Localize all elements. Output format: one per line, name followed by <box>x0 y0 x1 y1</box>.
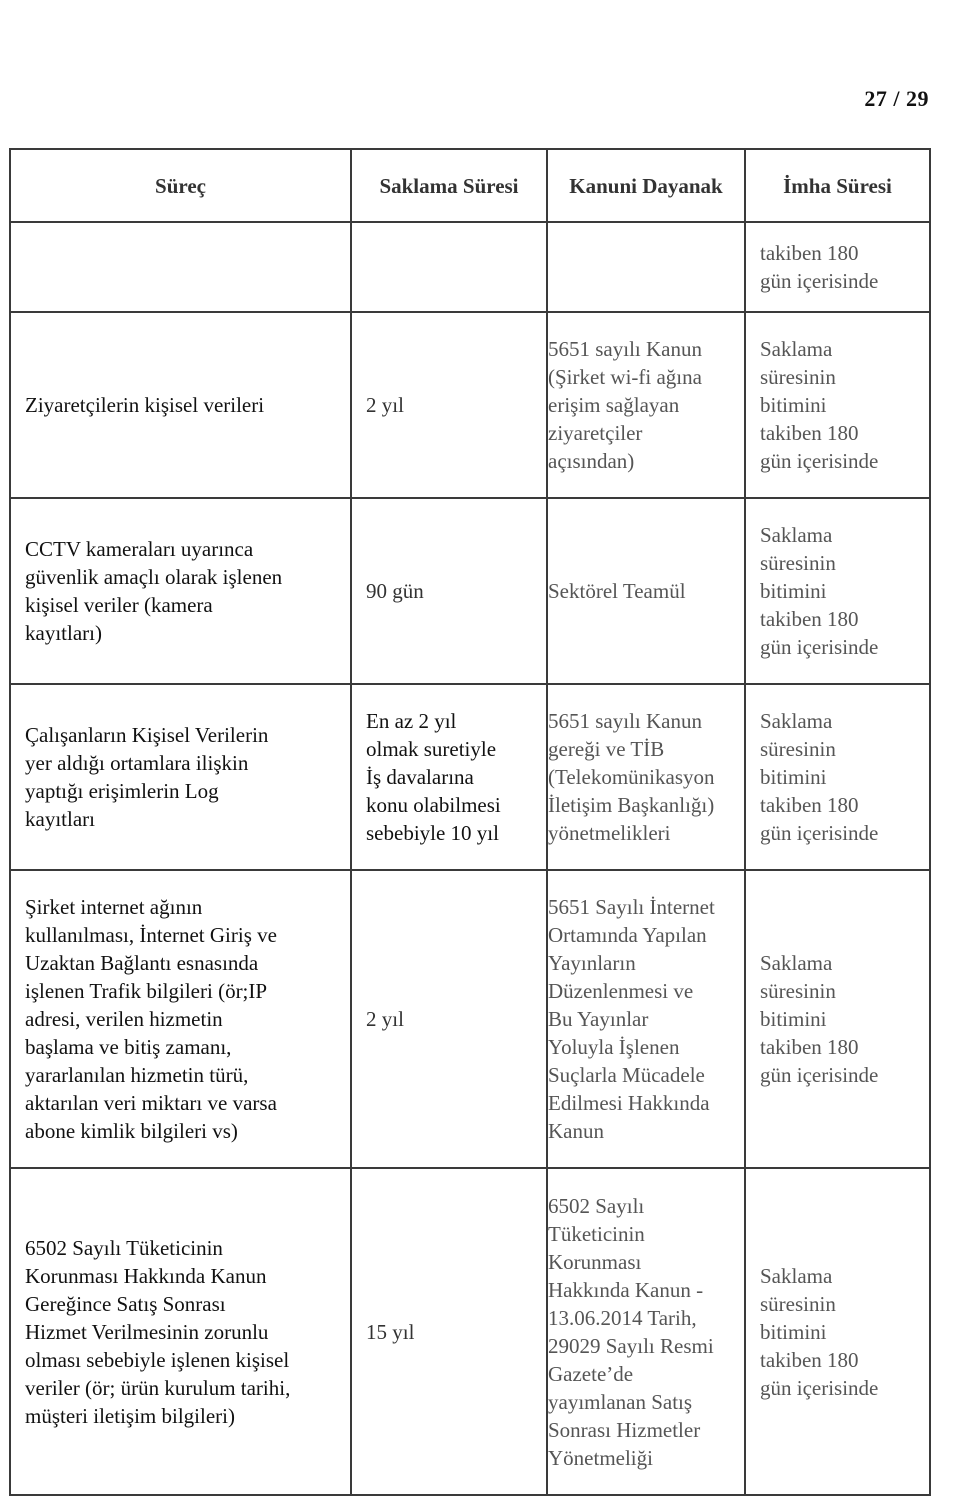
cell-text-line: gün içerisinde <box>760 269 879 293</box>
cell-text-line: bitimini <box>760 765 827 789</box>
disposal-cell <box>745 684 930 870</box>
cell-text-line: Gazete’de <box>548 1361 634 1386</box>
cell-text-line: Ortamında Yapılan <box>548 923 707 947</box>
page-number: 27 / 29 <box>864 86 929 111</box>
cell-text-line: işlenen Trafik bilgileri (ör;IP <box>25 979 268 1003</box>
cell-text-line: Gereğince Satış Sonrası <box>25 1291 226 1316</box>
cell-text-line: 2 yıl <box>366 1007 404 1031</box>
table-row <box>10 684 930 870</box>
legal-basis-cell <box>547 1168 745 1495</box>
cell-text-line: olmak suretiyle <box>366 737 497 761</box>
cell-text-line: Ziyaretçilerin kişisel verileri <box>25 393 265 417</box>
cell-text-line: Sonrası Hizmetler <box>548 1417 701 1442</box>
header-legal-basis: Kanuni Dayanak <box>547 149 745 222</box>
cell-text-line: Bu Yayınlar <box>548 1007 649 1031</box>
cell-text-line: kayıtları <box>25 807 95 831</box>
cell-text-line: bitimini <box>760 1007 827 1031</box>
disposal-cell <box>745 312 930 498</box>
cell-text-line: Saklama <box>760 337 833 361</box>
process-cell <box>10 684 351 870</box>
cell-text-line: erişim sağlayan <box>548 393 680 417</box>
disposal-cell <box>745 1168 930 1495</box>
cell-text-line: takiben 180 <box>760 1035 859 1059</box>
cell-text-line: kullanılması, İnternet Giriş ve <box>25 923 277 947</box>
cell-text-line: Edilmesi Hakkında <box>548 1091 710 1115</box>
cell-text-line: 90 gün <box>366 579 424 603</box>
retention-table <box>9 148 931 1496</box>
legal-basis-cell <box>547 870 745 1168</box>
cell-text-line: Hizmet Verilmesinin zorunlu <box>25 1319 269 1344</box>
table-row <box>10 870 930 1168</box>
cell-text-line: bitimini <box>760 393 827 417</box>
cell-text-line: Saklama <box>760 951 833 975</box>
retention-cell <box>351 312 547 498</box>
cell-text-line: Çalışanların Kişisel Verilerin <box>25 723 269 747</box>
cell-text-line: bitimini <box>760 579 827 603</box>
disposal-cell <box>745 498 930 684</box>
table-row <box>10 498 930 684</box>
cell-text-line: Düzenlenmesi ve <box>548 979 694 1003</box>
cell-text-line: yönetmelikleri <box>548 821 671 845</box>
cell-text-line: süresinin <box>760 979 836 1003</box>
cell-text-line: Hakkında Kanun - <box>548 1277 704 1302</box>
cell-text-line: veriler (ör; ürün kurulum tarihi, <box>25 1375 291 1400</box>
retention-cell <box>351 684 547 870</box>
cell-text-line: süresinin <box>760 1291 836 1316</box>
cell-text-line: gün içerisinde <box>760 821 879 845</box>
cell-text-line: güvenlik amaçlı olarak işlenen <box>25 565 283 589</box>
process-cell <box>10 1168 351 1495</box>
cell-text-line: Korunması Hakkında Kanun <box>25 1263 267 1288</box>
cell-text-line: olması sebebiyle işlenen kişisel <box>25 1347 290 1372</box>
cell-text-line: 5651 sayılı Kanun <box>548 709 702 733</box>
cell-text-line: Saklama <box>760 1263 833 1288</box>
legal-basis-cell <box>547 684 745 870</box>
retention-cell <box>351 498 547 684</box>
cell-text-line: yayımlanan Satış <box>548 1389 693 1414</box>
disposal-cell <box>745 222 930 312</box>
cell-text-line: yer aldığı ortamlara ilişkin <box>25 751 249 775</box>
cell-text-line: ziyaretçiler <box>548 421 643 445</box>
cell-text-line: süresinin <box>760 737 836 761</box>
table-header-row <box>10 149 930 222</box>
cell-text-line: Saklama <box>760 523 833 547</box>
cell-text-line: 29029 Sayılı Resmi <box>548 1333 714 1358</box>
cell-text-line: Yoluyla İşlenen <box>548 1035 680 1059</box>
cell-text-line: Kanun <box>548 1119 604 1143</box>
cell-text-line: gün içerisinde <box>760 635 879 659</box>
retention-cell <box>351 870 547 1168</box>
cell-text-line: takiben 180 <box>760 607 859 631</box>
retention-cell <box>351 1168 547 1495</box>
process-cell <box>10 870 351 1168</box>
cell-text-line: 5651 sayılı Kanun <box>548 337 702 361</box>
cell-text-line: gün içerisinde <box>760 449 879 473</box>
cell-text-line: En az 2 yıl <box>366 709 457 733</box>
cell-text-line: gereği ve TİB <box>548 737 665 761</box>
cell-text-line: 6502 Sayılı Tüketicinin <box>25 1235 223 1260</box>
cell-text-line: 6502 Sayılı <box>548 1193 645 1218</box>
cell-text-line: sebebiyle 10 yıl <box>366 821 499 845</box>
cell-text-line: Korunması <box>548 1249 642 1274</box>
cell-text-line: adresi, verilen hizmetin <box>25 1007 223 1031</box>
cell-text-line: takiben 180 <box>760 421 859 445</box>
table-body <box>10 222 930 1495</box>
cell-text-line: Şirket internet ağının <box>25 895 203 919</box>
cell-text-line: abone kimlik bilgileri vs) <box>25 1119 238 1143</box>
cell-text-line: Yönetmeliği <box>548 1445 653 1470</box>
table-row <box>10 222 930 312</box>
cell-text-line: gün içerisinde <box>760 1375 879 1400</box>
cell-text-line: Sektörel Teamül <box>548 579 686 603</box>
cell-text-line: konu olabilmesi <box>366 793 501 817</box>
cell-text-line: takiben 180 <box>760 1347 859 1372</box>
legal-basis-cell <box>547 222 745 312</box>
cell-text-line: kayıtları) <box>25 621 102 645</box>
cell-text-line: Suçlarla Mücadele <box>548 1063 705 1087</box>
process-cell <box>10 312 351 498</box>
cell-text-line: 2 yıl <box>366 393 404 417</box>
cell-text-line: yararlanılan hizmetin türü, <box>25 1063 249 1087</box>
cell-text-line: açısından) <box>548 449 635 473</box>
disposal-cell <box>745 870 930 1168</box>
cell-text-line: 5651 Sayılı İnternet <box>548 895 715 919</box>
cell-text-line: müşteri iletişim bilgileri) <box>25 1403 235 1428</box>
cell-text-line: süresinin <box>760 365 836 389</box>
legal-basis-cell <box>547 498 745 684</box>
header-retention: Saklama Süresi <box>351 149 547 222</box>
cell-text-line: takiben 180 <box>760 793 859 817</box>
cell-text-line: 15 yıl <box>366 1319 415 1344</box>
table-row <box>10 1168 930 1495</box>
cell-text-line: İş davalarına <box>366 765 474 789</box>
retention-cell <box>351 222 547 312</box>
cell-text-line: 13.06.2014 Tarih, <box>548 1305 697 1330</box>
cell-text-line: (Şirket wi-fi ağına <box>548 365 702 389</box>
cell-text-line: yaptığı erişimlerin Log <box>25 779 219 803</box>
process-cell <box>10 498 351 684</box>
cell-text-line: gün içerisinde <box>760 1063 879 1087</box>
cell-text-line: CCTV kameraları uyarınca <box>25 537 254 561</box>
cell-text-line: Uzaktan Bağlantı esnasında <box>25 951 259 975</box>
cell-text-line: İletişim Başkanlığı) <box>548 793 715 817</box>
cell-text-line: (Telekomünikasyon <box>548 765 715 789</box>
cell-text-line: bitimini <box>760 1319 827 1344</box>
cell-text-line: başlama ve bitiş zamanı, <box>25 1035 232 1059</box>
cell-text-line: kişisel veriler (kamera <box>25 593 213 617</box>
cell-text-line: süresinin <box>760 551 836 575</box>
cell-text-line: Saklama <box>760 709 833 733</box>
cell-text-line: Yayınların <box>548 951 636 975</box>
legal-basis-cell <box>547 312 745 498</box>
header-disposal: İmha Süresi <box>745 149 930 222</box>
cell-text-line: takiben 180 <box>760 241 859 265</box>
table-row <box>10 312 930 498</box>
cell-text-line: Tüketicinin <box>548 1221 645 1246</box>
process-cell <box>10 222 351 312</box>
cell-text-line: aktarılan veri miktarı ve varsa <box>25 1091 277 1115</box>
header-process: Süreç <box>10 149 351 222</box>
